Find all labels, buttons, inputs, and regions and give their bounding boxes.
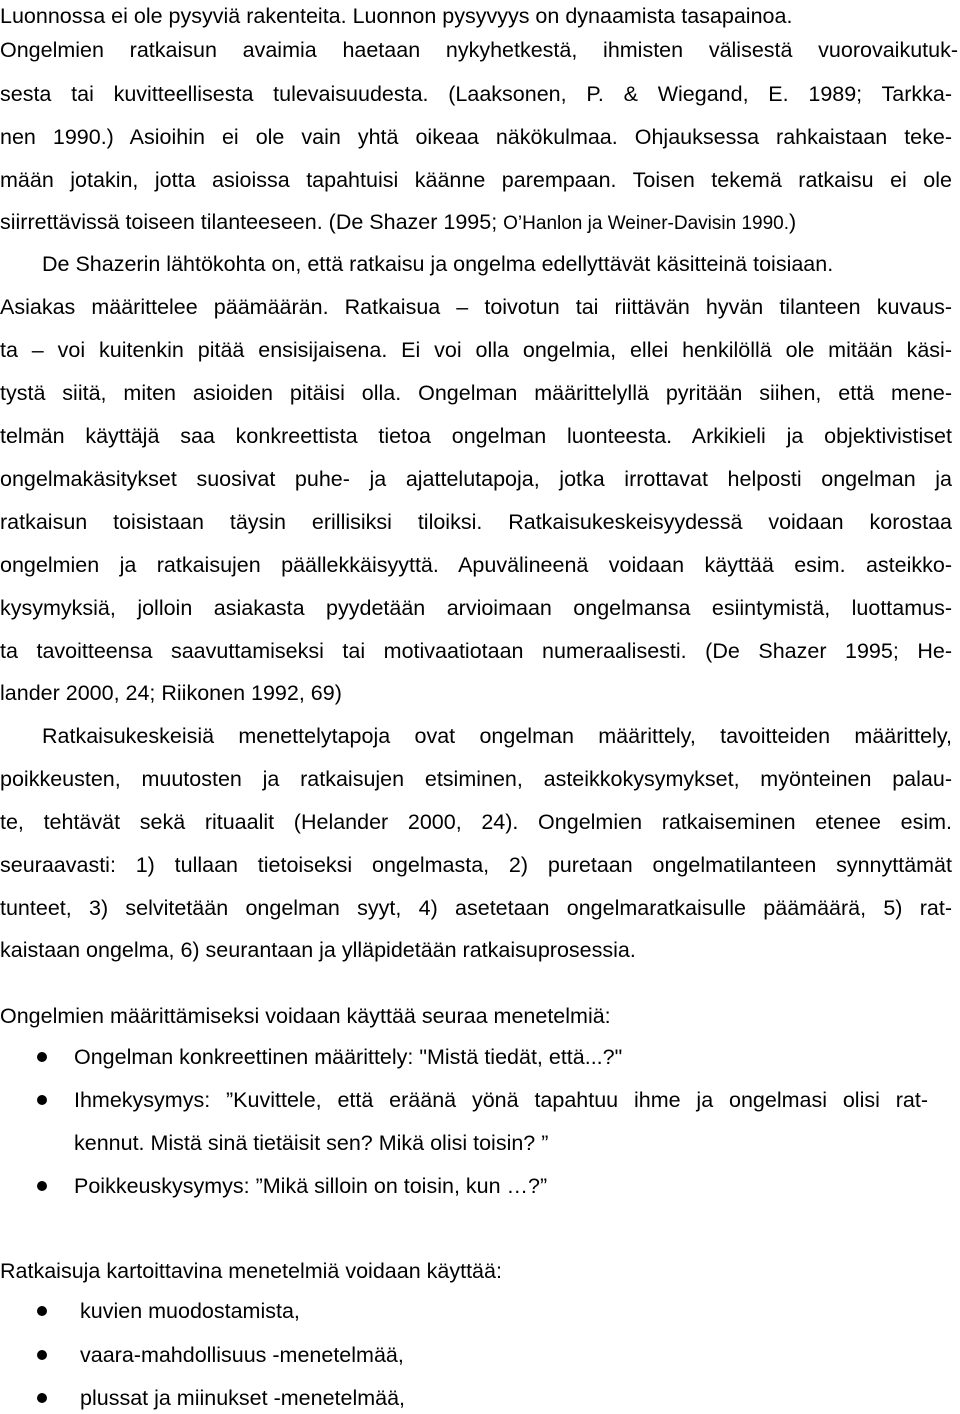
list-item: kuvien muodostamista, xyxy=(80,1299,300,1323)
paragraph-line: telmän käyttäjä saa konkreettista tietoa ongelman luonteesta. Arkikieli ja objektivistiset xyxy=(0,424,952,448)
list-item: Ongelman konkreettinen määrittely: "Mistä tiedät, että...?" xyxy=(74,1045,623,1069)
list-item-continuation: kennut. Mistä sinä tietäisit sen? Mikä olisi toisin? ” xyxy=(74,1131,549,1155)
list-item: plussat ja miinukset -menetelmää, xyxy=(80,1386,406,1410)
bullet-icon xyxy=(37,1181,47,1191)
paragraph-line: poikkeusten, muutosten ja ratkaisujen etsiminen, asteikkokysymykset, myönteinen palau- xyxy=(0,767,952,791)
citation: (De Shazer 1995; xyxy=(328,210,504,234)
citation-close: ) xyxy=(789,210,797,234)
list-item: vaara-mahdollisuus -menetelmää, xyxy=(80,1343,404,1367)
paragraph-line: kaistaan ongelma, 6) seurantaan ja ylläpidetään ratkaisuprosessia. xyxy=(0,938,636,962)
bullet-icon xyxy=(37,1350,47,1360)
bullet-icon xyxy=(37,1393,47,1403)
list-intro: Ratkaisuja kartoittavina menetelmiä voidaan käyttää: xyxy=(0,1259,502,1283)
paragraph-line: De Shazerin lähtökohta on, että ratkaisu ja ongelma edellyttävät käsitteinä toisiaan. xyxy=(42,252,834,276)
line-text: siirrettävissä toiseen tilanteeseen. xyxy=(0,210,323,234)
citation-authors: O’Hanlon ja Weiner-Davisin 1990. xyxy=(503,213,790,234)
paragraph-line: tystä siitä, miten asioiden pitäisi olla. Ongelman määrittelyllä pyritään siihen, että mene- xyxy=(0,381,952,405)
bullet-icon xyxy=(37,1052,47,1062)
paragraph-line: sesta tai kuvitteellisesta tulevaisuudesta. (Laaksonen, P. & Wiegand, E. 1989; Tarkka- xyxy=(0,82,952,106)
list-intro: Ongelmien määrittämiseksi voidaan käyttää seuraa menetelmiä: xyxy=(0,1004,611,1028)
paragraph-line: seuraavasti: 1) tullaan tietoiseksi ongelmasta, 2) puretaan ongelmatilanteen synnyttämät xyxy=(0,853,952,877)
list-item: Poikkeuskysymys: ”Mikä silloin on toisin, kun …?” xyxy=(74,1174,548,1198)
paragraph-line: ongelmien ja ratkaisujen päällekkäisyyttä. Apuvälineenä voidaan käyttää esim. asteikko- xyxy=(0,553,952,577)
paragraph-line: ratkaisun toisistaan täysin erillisiksi tiloiksi. Ratkaisukeskeisyydessä voidaan korostaa xyxy=(0,510,952,534)
paragraph-line: ta – voi kuitenkin pitää ensisijaisena. Ei voi olla ongelmia, ellei henkilöllä ole mitään käsi- xyxy=(0,338,952,362)
paragraph-line: nen 1990.) Asioihin ei ole vain yhtä oikeaa näkökulmaa. Ohjauksessa rahkaistaan teke- xyxy=(0,125,952,149)
paragraph-line: te, tehtävät sekä rituaalit (Helander 2000, 24). Ongelmien ratkaiseminen etenee esim. xyxy=(0,810,952,834)
paragraph-line xyxy=(0,206,960,240)
paragraph-line: mään jotakin, jotta asioissa tapahtuisi käänne parempaan. Toisen tekemä ratkaisu ei ole xyxy=(0,168,952,192)
paragraph-line: Ratkaisukeskeisiä menettelytapoja ovat ongelman määrittely, tavoitteiden määrittely, xyxy=(42,724,952,748)
paragraph-line: ta tavoitteensa saavuttamiseksi tai motivaatiotaan numeraalisesti. (De Shazer 1995; He- xyxy=(0,639,952,663)
paragraph-line: Luonnossa ei ole pysyviä rakenteita. Luonnon pysyvyys on dynaamista tasapainoa. xyxy=(0,4,793,28)
paragraph-line: lander 2000, 24; Riikonen 1992, 69) xyxy=(0,681,342,705)
paragraph-line: kysymyksiä, jolloin asiakasta pyydetään arvioimaan ongelmansa esiintymistä, luottamus- xyxy=(0,596,952,620)
paragraph-line: ongelmakäsitykset suosivat puhe- ja ajattelutapoja, jotka irrottavat helposti ongelman ja xyxy=(0,467,952,491)
paragraph-line: Asiakas määrittelee päämäärän. Ratkaisua – toivotun tai riittävän hyvän tilanteen kuvaus- xyxy=(0,295,952,319)
paragraph-line: tunteet, 3) selvitetään ongelman syyt, 4) asetetaan ongelmaratkaisulle päämäärä, 5) rat- xyxy=(0,896,952,920)
bullet-icon xyxy=(37,1306,47,1316)
paragraph-line: Ongelmien ratkaisun avaimia haetaan nykyhetkestä, ihmisten välisestä vuorovaikutuk- xyxy=(0,38,958,62)
list-item: Ihmekysymys: ”Kuvittele, että eräänä yönä tapahtuu ihme ja ongelmasi olisi rat- xyxy=(74,1088,928,1112)
bullet-icon xyxy=(37,1095,47,1105)
